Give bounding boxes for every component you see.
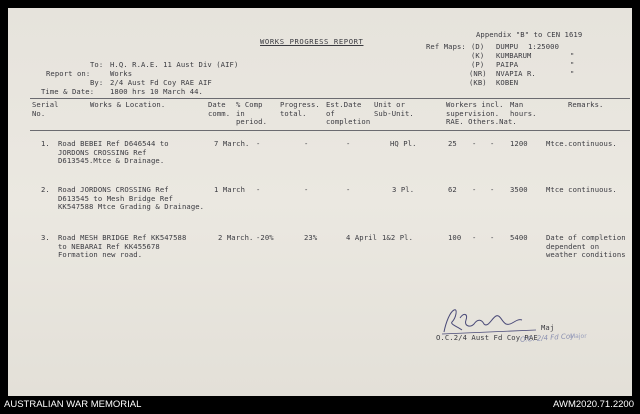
ref-map-name: PAIPA — [496, 60, 519, 69]
appendix-label: Appendix "B" to CEN 1619 — [476, 30, 583, 39]
row-est: - — [346, 185, 351, 194]
time-date-value: 1800 hrs 10 March 44. — [110, 87, 203, 96]
row-man-hours: 5400 — [510, 233, 528, 242]
row-comp: - — [256, 139, 261, 148]
ref-map-name: NVAPIA R. — [496, 69, 536, 78]
row-works: Road BEBEI Ref D646544 to JORDONS CROSSING Ref D613545.Mtce & Drainage. — [58, 139, 169, 165]
col-est: Est.Date of completion — [326, 100, 371, 126]
signature-rank: Maj — [541, 323, 555, 332]
row-nat: - — [490, 139, 495, 148]
row-man-hours: 3500 — [510, 185, 528, 194]
ref-map-scale: " — [570, 60, 575, 69]
row-others: - — [472, 139, 477, 148]
col-works: Works & Location. — [90, 100, 166, 109]
row-nat: - — [490, 233, 495, 242]
ref-map-code: (D) — [471, 42, 485, 51]
row-rae: 25 — [448, 139, 457, 148]
row-progress: - — [304, 139, 309, 148]
ref-map-scale: " — [570, 69, 575, 78]
to-value: H.Q. R.A.E. 11 Aust Div (AIF) — [110, 60, 239, 69]
col-remarks: Remarks. — [568, 100, 604, 109]
table-top-rule — [30, 98, 630, 99]
row-serial: 2. — [41, 185, 50, 194]
row-progress: - — [304, 185, 309, 194]
row-remarks: Mtce.continuous. — [546, 139, 617, 148]
row-serial: 3. — [41, 233, 50, 242]
row-rae: 100 — [448, 233, 462, 242]
by-label: By: — [90, 78, 104, 87]
row-est: 4 April — [346, 233, 377, 242]
row-man-hours: 1200 — [510, 139, 528, 148]
row-remarks: Mtce continuous. — [546, 185, 617, 194]
stamp-rank: Major — [570, 333, 587, 340]
to-label: To: — [90, 60, 104, 69]
row-date: 2 March. — [218, 233, 254, 242]
col-workers: Workers incl. supervision. RAE. Others.Nat. — [446, 100, 517, 126]
ref-map-code: (KB) — [469, 78, 487, 87]
signature-title: O.C.2/4 Aust Fd Coy RAE — [436, 333, 538, 342]
report-on-value: Works — [110, 69, 133, 78]
col-unit: Unit or Sub-Unit. — [374, 100, 414, 118]
table-header-rule — [30, 130, 630, 131]
ref-map-code: (NR) — [469, 69, 487, 78]
by-value: 2/4 Aust Fd Coy RAE AIF — [110, 78, 212, 87]
stamp-imprint: O.C. 2/4 Fd Coy — [519, 332, 575, 344]
col-comp: % Comp in period. — [236, 100, 267, 126]
ref-map-name: DUMPU — [496, 42, 519, 51]
row-others: - — [472, 233, 477, 242]
row-unit: 3 Pl. — [392, 185, 415, 194]
col-man: Man hours. — [510, 100, 537, 118]
ref-map-name: KOBEN — [496, 78, 519, 87]
row-works: Road JORDONS CROSSING Ref D613545 to Mesh Bridge Ref KK547588 Mtce Grading & Drainage. — [58, 185, 205, 211]
time-date-label: Time & Date: — [41, 87, 95, 96]
ref-map-name: KUMBARUM — [496, 51, 532, 60]
col-serial: Serial No. — [32, 100, 59, 118]
ref-map-code: (K) — [471, 51, 485, 60]
report-on-label: Report on: — [46, 69, 91, 78]
row-works: Road MESH BRIDGE Ref KK547588 to NEBARAI Ref KK455678 Formation new road. — [58, 233, 187, 259]
footer-source: AUSTRALIAN WAR MEMORIAL — [4, 399, 142, 410]
row-est: - — [346, 139, 351, 148]
row-comp: - — [256, 185, 261, 194]
row-others: - — [472, 185, 477, 194]
row-serial: 1. — [41, 139, 50, 148]
ref-map-scale: " — [570, 51, 575, 60]
row-nat: - — [490, 185, 495, 194]
col-progress: Progress. total. — [280, 100, 320, 118]
report-document — [8, 8, 632, 396]
row-unit: HQ Pl. — [390, 139, 417, 148]
row-unit: 1&2 Pl. — [382, 233, 413, 242]
ref-map-scale: 1:25000 — [528, 42, 559, 51]
row-remarks: Date of completion dependent on weather conditions — [546, 233, 626, 259]
row-date: 1 March — [214, 185, 245, 194]
footer-bar — [0, 396, 640, 414]
row-comp: -20% — [256, 233, 274, 242]
ref-map-code: (P) — [471, 60, 485, 69]
ref-maps-label: Ref Maps: — [426, 42, 466, 51]
footer-accession-id: AWM2020.71.2200 — [553, 399, 634, 410]
row-progress: 23% — [304, 233, 318, 242]
row-date: 7 March. — [214, 139, 250, 148]
col-date: Date comm. — [208, 100, 231, 118]
report-title: WORKS PROGRESS REPORT — [260, 37, 364, 46]
row-rae: 62 — [448, 185, 457, 194]
